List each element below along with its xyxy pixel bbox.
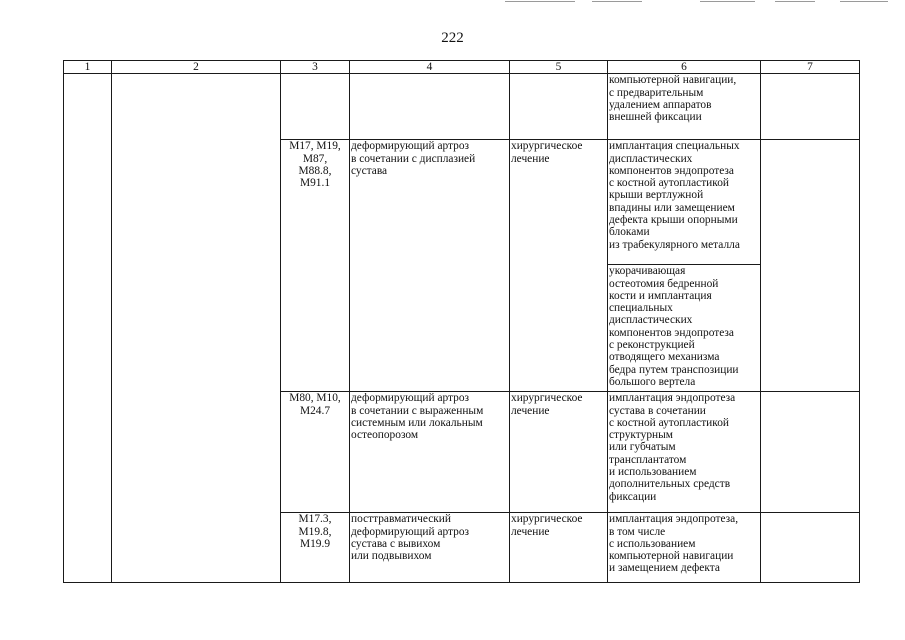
text-line: или подвывихом — [351, 550, 432, 563]
text-line: в сочетании с выраженным — [351, 404, 484, 417]
column-number: 1 — [64, 61, 112, 74]
empty-cell — [761, 74, 860, 140]
text-line: структурным — [609, 429, 673, 442]
empty-cell — [761, 140, 860, 392]
diagnosis-code-cell — [281, 392, 350, 513]
text-line: системным или локальным — [351, 416, 483, 429]
text-line: дефекта крыши опорными — [609, 214, 738, 227]
text-line: лечение — [511, 404, 550, 417]
empty-cell — [510, 74, 608, 140]
text-line: с костной аутопластикой — [609, 416, 730, 429]
text-line: укорачивающая — [609, 265, 686, 278]
text-line: хирургическое — [511, 513, 583, 526]
text-line: трансплантатом — [609, 453, 687, 466]
text-line: имплантация специальных — [609, 140, 740, 153]
text-line: впадины или замещением — [609, 201, 735, 214]
text-line: сустава в сочетании — [609, 404, 706, 417]
text-line: с костной аутопластикой — [609, 177, 730, 190]
empty-cell — [761, 513, 860, 583]
text-line: диспластических — [609, 152, 693, 165]
column-number: 6 — [608, 61, 761, 74]
text-line: M88.8, — [298, 164, 332, 177]
text-line: сустава — [351, 164, 388, 177]
continuation-row — [64, 74, 860, 140]
text-line: M19.9 — [299, 537, 331, 550]
column-number-row — [64, 61, 860, 74]
method-cell — [608, 392, 761, 513]
text-line: остеотомия бедренной — [609, 277, 719, 290]
text-line: фиксации — [609, 490, 657, 503]
column-number: 7 — [761, 61, 860, 74]
empty-cell — [350, 74, 510, 140]
treatment-type-cell — [510, 392, 608, 513]
diagnosis-code-cell — [281, 513, 350, 583]
page-number: 222 — [441, 30, 464, 46]
text-line: компьютерной навигации — [609, 550, 734, 563]
text-line: остеопорозом — [351, 429, 419, 442]
text-line: диспластических — [609, 314, 693, 327]
text-line: с реконструкцией — [609, 339, 695, 352]
diagnosis-cell — [350, 513, 510, 583]
text-line: с предварительным — [609, 86, 704, 99]
medical-care-table — [63, 60, 860, 583]
text-line: хирургическое — [511, 392, 583, 405]
empty-cell — [761, 392, 860, 513]
text-line: лечение — [511, 152, 550, 165]
diagnosis-code-cell — [281, 140, 350, 392]
text-line: дополнительных средств — [609, 478, 731, 491]
text-line: кости и имплантация — [609, 289, 712, 302]
text-line: лечение — [511, 525, 550, 538]
treatment-type-cell — [510, 513, 608, 583]
text-line: и замещением дефекта — [609, 562, 720, 575]
text-line: бедра путем транспозиции — [609, 363, 739, 376]
text-line: сустава с вывихом — [351, 537, 441, 550]
text-line: имплантация эндопротеза — [609, 392, 736, 405]
top-edge-marks — [0, 0, 905, 4]
method-cell — [608, 140, 761, 265]
column-number: 3 — [281, 61, 350, 74]
column-number: 5 — [510, 61, 608, 74]
treatment-type-cell — [510, 140, 608, 392]
method-cell — [608, 513, 761, 583]
text-line: M91.1 — [299, 177, 331, 190]
diagnosis-cell — [350, 392, 510, 513]
text-line: M17.3, — [298, 513, 332, 526]
text-line: отводящего механизма — [609, 351, 720, 364]
text-line: удалением аппаратов — [609, 98, 712, 111]
text-line: компьютерной навигации, — [609, 74, 737, 87]
text-line: из трабекулярного металла — [609, 238, 740, 251]
text-line: M17, M19, — [289, 140, 341, 153]
text-line: крыши вертлужной — [609, 189, 704, 202]
text-line: компонентов эндопротеза — [609, 164, 734, 177]
text-line: деформирующий артроз — [351, 140, 470, 153]
text-line: внешней фиксации — [609, 111, 702, 124]
diagnosis-cell — [350, 140, 510, 392]
text-line: посттравматический — [351, 513, 451, 526]
text-line: M24.7 — [299, 404, 331, 417]
text-line: блоками — [609, 226, 650, 239]
text-line: и использованием — [609, 466, 697, 479]
text-line: хирургическое — [511, 140, 583, 153]
text-line: компонентов эндопротеза — [609, 326, 734, 339]
text-line: специальных — [609, 302, 673, 315]
text-line: M80, M10, — [289, 392, 341, 405]
empty-cell — [281, 74, 350, 140]
method-cell — [608, 265, 761, 392]
text-line: M87, — [302, 152, 328, 165]
text-line: или губчатым — [609, 441, 676, 454]
text-line: деформирующий артроз — [351, 392, 470, 405]
empty-cell — [112, 74, 281, 583]
column-number: 4 — [350, 61, 510, 74]
text-line: деформирующий артроз — [351, 525, 470, 538]
text-line: в сочетании с дисплазией — [351, 152, 476, 165]
empty-cell — [64, 74, 112, 583]
method-cell — [608, 74, 761, 140]
text-line: с использованием — [609, 537, 696, 550]
column-number: 2 — [112, 61, 281, 74]
text-line: M19.8, — [298, 525, 332, 538]
text-line: имплантация эндопротеза, — [609, 513, 739, 526]
text-line: в том числе — [609, 525, 666, 538]
text-line: большого вертела — [609, 375, 696, 388]
